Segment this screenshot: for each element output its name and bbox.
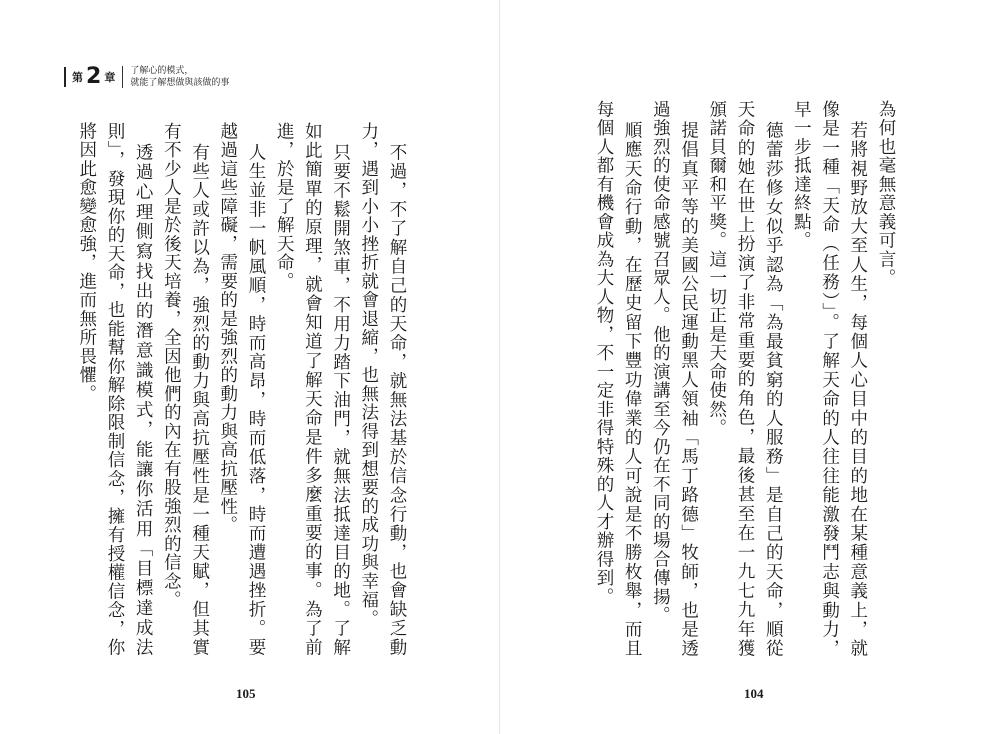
header-separator <box>122 66 123 88</box>
chapter-prefix: 第 <box>72 71 83 84</box>
paragraph: 德蕾莎修女似乎認為「為最貧窮的人服務」是自己的天命，順從天命的她在世上扮演了非常重要的角色，最後甚至在一九七九年獲頒諾貝爾和平獎。這一切正是天命使然。 <box>706 100 784 658</box>
paragraph: 透過心理側寫找出的潛意識模式，能讓你活用「目標達成法則」，發現你的天命，也能幫你解除限制信念，擁有授權信念，你將因此愈變愈強，進而無所畏懼。 <box>76 122 154 657</box>
paragraph: 有些人或許以為，強烈的動力與高抗壓性是一種天賦，但其實有不少人是於後天培養，全因他們的內在有股強烈的信念。 <box>161 122 210 657</box>
paragraph: 人生並非一帆風順，時而高昂，時而低落，時而遭遇挫折。要越過這些障礙，需要的是強烈的動力與高抗壓性。 <box>217 122 266 657</box>
right-page-text <box>555 100 900 658</box>
paragraph: 順應天命行動，在歷史留下豐功偉業的人可說是不勝枚舉，而且每個人都有機會成為大人物，不一定非得特殊的人才辦得到。 <box>593 100 643 658</box>
paragraph: 不過，不了解自己的天命，就無法基於信念行動，也會缺乏動力，遇到小小挫折就會退縮，也無法得到想要的成功與幸福。 <box>358 122 407 657</box>
paragraph: 若將視野放大至人生，每個人心目中的目的地在某種意義上，就像是一種「天命（任務）」。了解天命的人往往能激發鬥志與動力，早一步抵達終點。 <box>791 100 868 658</box>
page-number-left: 105 <box>236 686 256 701</box>
paragraph: 提倡真平等的美國公民運動黑人領袖「馬丁路德」牧師，也是透過強烈的使命感號召眾人。他的演講至今仍在不同的場合傳揚。 <box>650 100 699 658</box>
chapter-suffix: 章 <box>104 71 116 84</box>
book-gutter <box>499 0 500 734</box>
chapter-subtitle-line-2: 就能了解想做與該做的事 <box>130 78 230 88</box>
header-bar <box>64 67 66 87</box>
chapter-subtitle-line-1: 了解心的模式， <box>130 66 194 76</box>
chapter-number: 2 <box>86 64 102 89</box>
paragraph: 只要不鬆開煞車，不用力踏下油門，就無法抵達目的地。了解如此簡單的原理，就會知道了解天命是件多麼重要的事。為了前進，於是了解天命。 <box>274 122 351 657</box>
paragraph: 為何也毫無意義可言。 <box>876 100 896 288</box>
chapter-header <box>64 64 229 90</box>
left-page-text <box>76 122 411 657</box>
chapter-subtitle <box>130 65 229 89</box>
page-number-right: 104 <box>744 686 764 701</box>
